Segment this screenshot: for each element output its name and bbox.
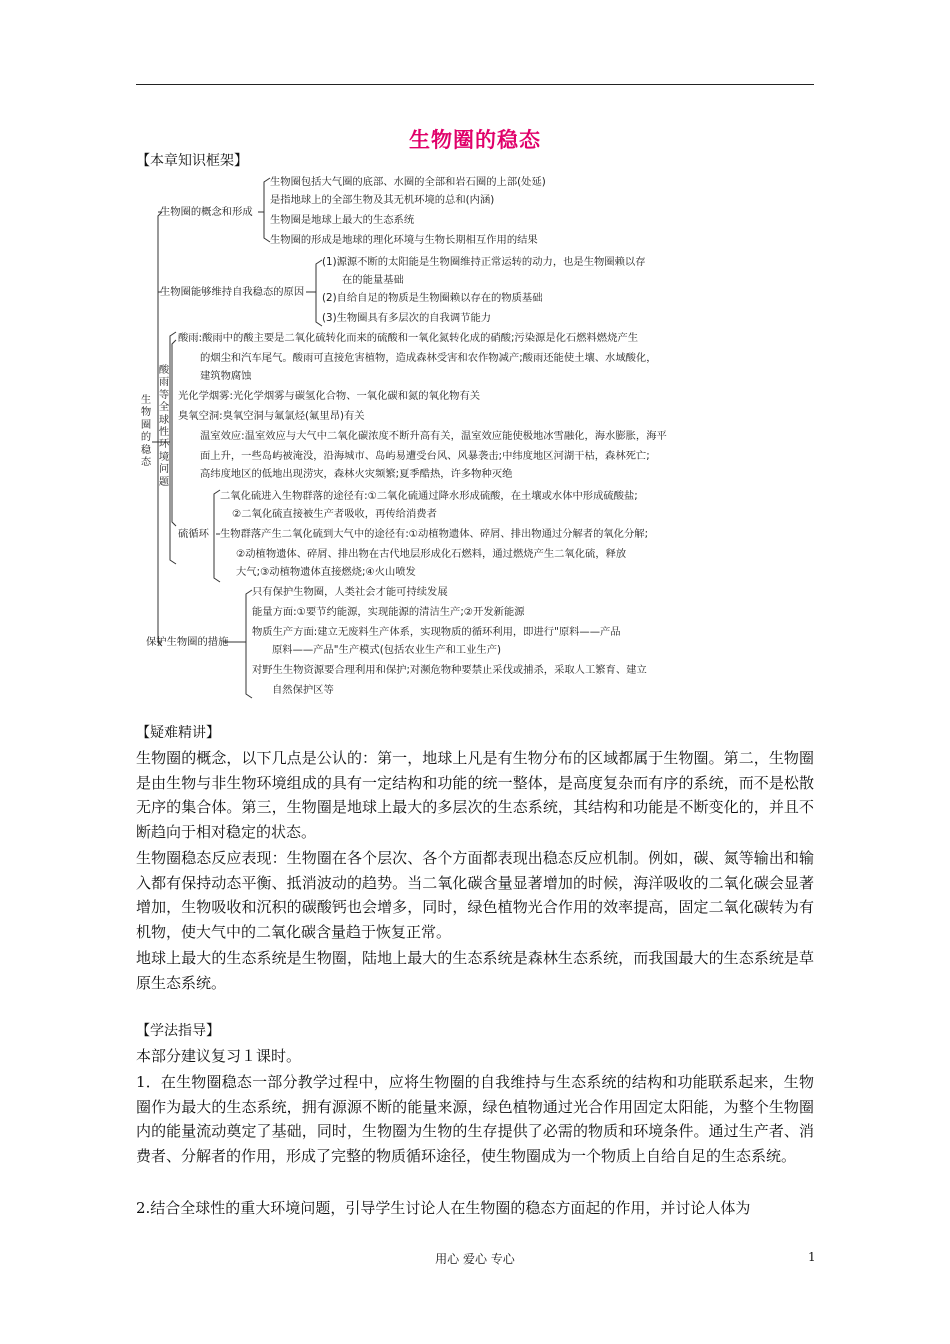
sulfur-line: 生物群落产生二氧化硫到大气中的途径有:①动植物遗体、碎屑、排出物通过分解者的氧化分解;	[220, 528, 649, 540]
sulfur-line: ②动植物遗体、碎屑、排出物在古代地层形成化石燃料，通过燃烧产生二氧化硫，释放	[236, 548, 627, 560]
paragraph: 生物圈的概念，以下几点是公认的：第一，地球上凡是有生物分布的区域都属于生物圈。第二，生物圈是由生物与非生物环境组成的具有一定结构和功能的统一整体，是高度复杂而有序的系统，而不是松散无序的集合体。第三，生物圈是地球上最大的多层次的生态系统，其结构和功能是不断变化的，并且不断趋向于相对稳定的状态。	[136, 749, 814, 841]
problem-line: 高纬度地区的低地出现涝灾，森林火灾频繁;夏季酷热，许多物种灭绝	[200, 468, 513, 480]
concept-item: 是指地球上的全部生物及其无机环境的总和(内涵)	[270, 194, 495, 206]
problems-label: 酸雨等全球性环境问题	[158, 364, 170, 488]
problem-line: 面上升，一些岛屿被淹没，沿海城市、岛屿易遭受台风、风暴袭击;中纬度地区河湖干枯，森林死亡;	[200, 450, 650, 462]
sulfur-line: 大气;③动植物遗体直接燃烧;④火山喷发	[236, 566, 416, 578]
protect-label: 保护生物圈的措施	[146, 636, 229, 648]
reason-item: (3)生物圈具有多层次的自我调节能力	[322, 312, 492, 324]
section-heading-framework: 【本章知识框架】	[136, 153, 248, 169]
protect-line: 原料——产品"生产模式(包括农业生产和工业生产)	[272, 644, 502, 656]
protect-line: 自然保护区等	[272, 684, 334, 696]
problem-line: 建筑物腐蚀	[200, 370, 252, 382]
protect-line: 只有保护生物圈，人类社会才能可持续发展	[252, 586, 448, 598]
sulfur-line: 二氧化硫进入生物群落的途径有:①二氧化硫通过降水形成硫酸，在土壤或水体中形成硫酸盐;	[220, 490, 638, 502]
page-title: 生物圈的稳态	[409, 128, 541, 152]
paragraph: 2.结合全球性的重大环境问题，引导学生讨论人在生物圈的稳态方面起的作用，并讨论人体为	[136, 1199, 751, 1217]
problem-line: 酸雨:酸雨中的酸主要是二氧化硫转化而来的硫酸和一氧化氮转化成的硝酸;污染源是化石燃料燃烧产生	[178, 332, 638, 344]
problem-line: 的烟尘和汽车尾气。酸雨可直接危害植物，造成森林受害和农作物减产;酸雨还能使土壤、水域酸化，	[200, 352, 657, 364]
protect-line: 能量方面:①要节约能源，实现能源的清洁生产;②开发新能源	[252, 606, 525, 618]
section-heading-difficulty: 【疑难精讲】	[136, 725, 220, 741]
paragraph: 本部分建议复习１课时。	[136, 1047, 302, 1065]
concept-label: 生物圈的概念和形成	[160, 206, 253, 218]
reason-item: (2)自给自足的物质是生物圈赖以存在的物质基础	[322, 292, 543, 304]
concept-item: 生物圈是地球上最大的生态系统	[270, 214, 415, 226]
header-rule	[136, 84, 814, 85]
paragraph: 地球上最大的生态系统是生物圈，陆地上最大的生态系统是森林生态系统，而我国最大的生态系统是草原生态系统。	[136, 949, 814, 992]
reason-item: 在的能量基础	[342, 274, 404, 286]
problem-line: 光化学烟雾:光化学烟雾与碳氢化合物、一氧化碳和氮的氧化物有关	[178, 390, 481, 402]
page-footer: 用心 爱心 专心	[435, 1252, 515, 1266]
knowledge-framework-diagram	[136, 172, 814, 712]
problem-line: 臭氧空洞:臭氧空洞与氟氯烃(氟里昂)有关	[178, 410, 365, 422]
reason-label: 生物圈能够维持自我稳态的原因	[160, 286, 305, 298]
concept-item: 生物圈的形成是地球的理化环境与生物长期相互作用的结果	[270, 234, 538, 246]
reason-item: (1)源源不断的太阳能是生物圈维持正常运转的动力，也是生物圈赖以存	[322, 256, 646, 268]
protect-line: 物质生产方面:建立无废料生产体系，实现物质的循环利用，即进行"原料——产品	[252, 626, 621, 638]
protect-line: 对野生生物资源要合理利用和保护;对濒危物种要禁止采伐或捕杀，采取人工繁育、建立	[252, 664, 647, 676]
problem-line: 温室效应:温室效应与大气中二氧化碳浓度不断升高有关，温室效应能使极地冰雪融化，海水膨胀，海平	[200, 430, 667, 442]
root-label: 生物圈的稳态	[140, 394, 152, 469]
concept-item: 生物圈包括大气圈的底部、水圈的全部和岩石圈的上部(处延)	[270, 176, 546, 188]
paragraph: 生物圈稳态反应表现：生物圈在各个层次、各个方面都表现出稳态反应机制。例如，碳、氮等输出和输入都有保持动态平衡、抵消波动的趋势。当二氧化碳含量显著增加的时候，海洋吸收的二氧化碳会显著增加，生物吸收和沉积的碳酸钙也会增多，同时，绿色植物光合作用的效率提高，固定二氧化碳转为有机物，使大气中的二氧化碳含量趋于恢复正常。	[136, 849, 814, 941]
sulfur-line: ②二氧化硫直接被生产者吸收，再传给消费者	[232, 508, 437, 520]
page-number: 1	[808, 1250, 816, 1264]
paragraph: 1．在生物圈稳态一部分教学过程中，应将生物圈的自我维持与生态系统的结构和功能联系起来，生物圈作为最大的生态系统，拥有源源不断的能量来源，绿色植物通过光合作用固定太阳能，为整个生物圈内的能量流动奠定了基础，同时，生物圈为生物的生存提供了必需的物质和环境条件。通过生产者、消费者、分解者的作用，形成了完整的物质循环途径，使生物圈成为一个物质上自给自足的生态系统。	[136, 1073, 814, 1165]
section-heading-method: 【学法指导】	[136, 1023, 220, 1039]
sulfur-cycle-label: 硫循环	[178, 528, 209, 540]
